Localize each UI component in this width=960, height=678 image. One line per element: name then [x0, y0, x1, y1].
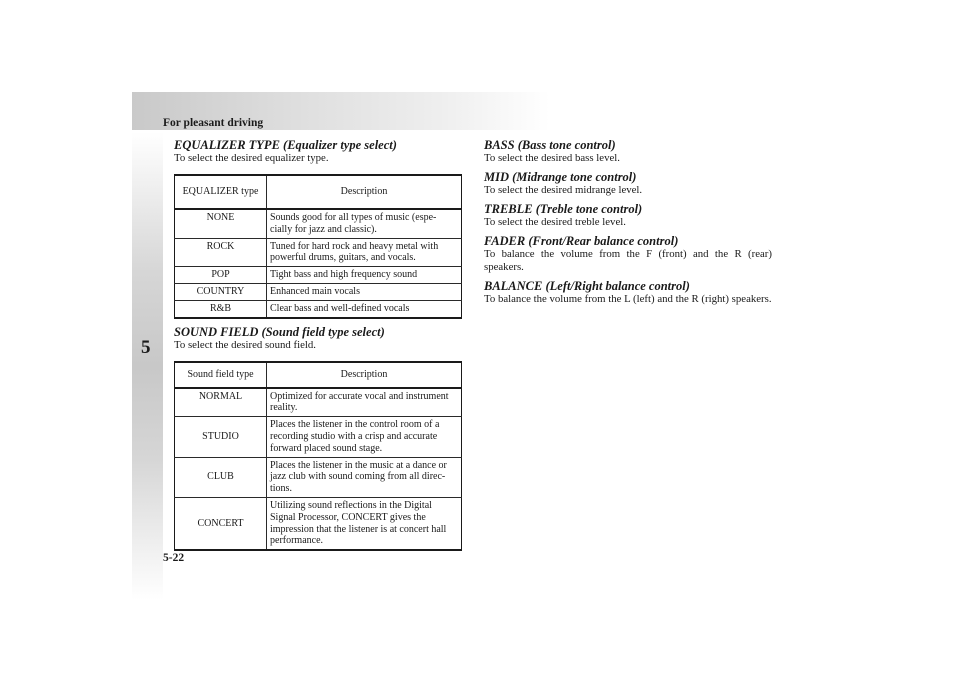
sound-field-table: [174, 361, 462, 552]
mode-name: STUDIO: [175, 417, 267, 457]
table-row: [175, 209, 462, 238]
treble-text: To select the desired treble level.: [484, 216, 626, 228]
equalizer-intro: To select the desired equalizer type.: [174, 152, 329, 164]
table-row: [175, 300, 462, 317]
mode-name: CONCERT: [175, 497, 267, 550]
table-header-cell: EQUALIZER type: [175, 175, 267, 209]
section-tab: [132, 132, 163, 600]
balance-text: To balance the volume from the L (left) and the R (right) speakers.: [484, 293, 772, 305]
mode-description: Tight bass and high frequency sound: [267, 267, 462, 284]
mode-description: Places the listener in the music at a dance or jazz club with sound coming from all direc-tions.: [267, 457, 462, 497]
bass-heading: BASS (Bass tone control): [484, 138, 616, 152]
table-header-cell: Description: [267, 175, 462, 209]
mode-description: Optimized for accurate vocal and instrument reality.: [267, 388, 462, 417]
table-row: [175, 238, 462, 267]
balance-heading: BALANCE (Left/Right balance control): [484, 279, 690, 293]
right-column: [484, 138, 772, 306]
mid-text: To select the desired midrange level.: [484, 184, 643, 196]
page-header-title: For pleasant driving: [163, 117, 264, 129]
sound-field-heading: SOUND FIELD (Sound field type select): [174, 324, 385, 339]
mode-name: POP: [175, 267, 267, 284]
left-column: [174, 138, 462, 551]
table-row: [175, 283, 462, 300]
mode-name: CLUB: [175, 457, 267, 497]
mode-name: ROCK: [175, 238, 267, 267]
mid-heading: MID (Midrange tone control): [484, 170, 637, 184]
table-row: [175, 457, 462, 497]
table-row: [175, 417, 462, 457]
fader-text: To balance the volume from the F (front) and the R (rear) speakers.: [484, 248, 772, 273]
mode-name: R&B: [175, 300, 267, 317]
equalizer-table: [174, 174, 462, 319]
mode-description: Sounds good for all types of music (espe-cially for jazz and classic).: [267, 209, 462, 238]
sound-field-intro: To select the desired sound field.: [174, 338, 316, 351]
table-row: [175, 267, 462, 284]
mode-name: NONE: [175, 209, 267, 238]
mode-description: Utilizing sound reflections in the Digital Signal Processor, CONCERT gives the impression that the listener is at concert hall performance.: [267, 497, 462, 550]
table-header-cell: Description: [267, 362, 462, 388]
table-row: [175, 388, 462, 417]
mode-name: NORMAL: [175, 388, 267, 417]
mode-description: Places the listener in the control room of a recording studio with a crisp and accurate forward placed sound stage.: [267, 417, 462, 457]
page-number: 5-22: [163, 552, 185, 564]
mode-description: Enhanced main vocals: [267, 283, 462, 300]
mode-description: Clear bass and well-defined vocals: [267, 300, 462, 317]
section-number: 5: [141, 337, 151, 358]
treble-heading: TREBLE (Treble tone control): [484, 202, 643, 216]
equalizer-heading: EQUALIZER TYPE (Equalizer type select): [174, 138, 397, 152]
mode-name: COUNTRY: [175, 283, 267, 300]
fader-heading: FADER (Front/Rear balance control): [484, 234, 679, 248]
table-row: [175, 497, 462, 550]
table-header-cell: Sound field type: [175, 362, 267, 388]
mode-description: Tuned for hard rock and heavy metal with powerful drums, guitars, and vocals.: [267, 238, 462, 267]
bass-text: To select the desired bass level.: [484, 152, 620, 164]
